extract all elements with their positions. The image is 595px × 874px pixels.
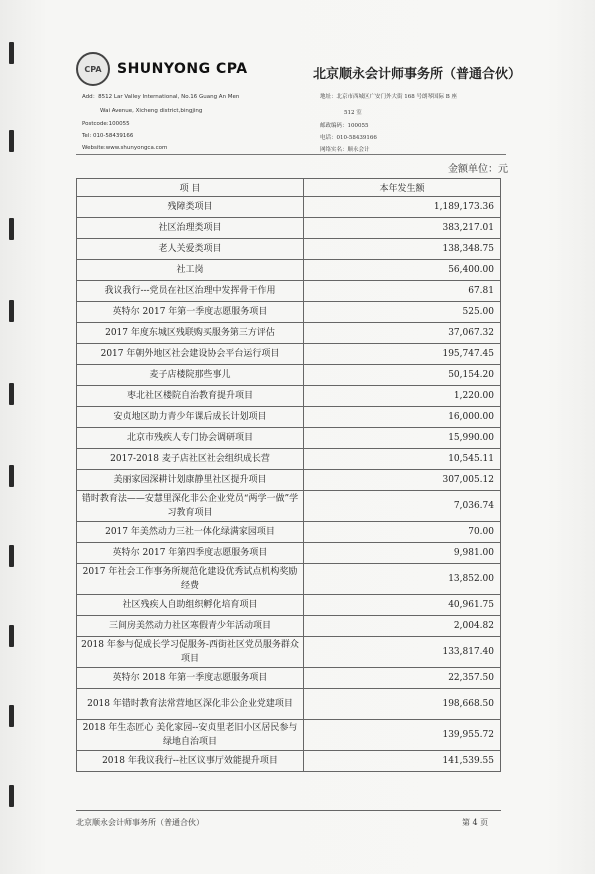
amount-cell: 138,348.75 xyxy=(304,239,501,260)
item-name-cell: 社工岗 xyxy=(77,260,304,281)
column-header-amount: 本年发生额 xyxy=(304,179,501,197)
binder-hole xyxy=(9,785,14,807)
amount-cell: 7,036.74 xyxy=(304,491,501,522)
table-row xyxy=(77,197,501,218)
table-row xyxy=(77,595,501,616)
item-name-cell: 2017 年社会工作事务所规范化建设优秀试点机构奖励经费 xyxy=(77,564,304,595)
amount-cell: 56,400.00 xyxy=(304,260,501,281)
amount-cell: 307,005.12 xyxy=(304,470,501,491)
binder-hole xyxy=(9,130,14,152)
item-name-cell: 麦子店楼院那些事儿 xyxy=(77,365,304,386)
table-row xyxy=(77,564,501,595)
table-row xyxy=(77,637,501,668)
binder-hole xyxy=(9,625,14,647)
binder-hole xyxy=(9,705,14,727)
amount-cell: 383,217.01 xyxy=(304,218,501,239)
table-row xyxy=(77,720,501,751)
amount-cell: 15,990.00 xyxy=(304,428,501,449)
amount-cell: 16,000.00 xyxy=(304,407,501,428)
expense-table xyxy=(76,178,501,772)
address-line-cn: 512 室 xyxy=(344,110,362,116)
table-row xyxy=(77,689,501,720)
page-number: 第 4 页 xyxy=(462,818,489,827)
column-header-item: 项 目 xyxy=(77,179,304,197)
item-name-cell: 社区残疾人自助组织孵化培育项目 xyxy=(77,595,304,616)
table-row xyxy=(77,218,501,239)
header-divider xyxy=(76,154,506,155)
item-name-cell: 社区治理类项目 xyxy=(77,218,304,239)
binder-hole xyxy=(9,545,14,567)
postcode-cn: 邮政编码：100055 xyxy=(320,123,369,129)
web-name-cn: 网络实名：顺永会计 xyxy=(320,147,370,153)
postcode-en: Postcode:100055 xyxy=(82,121,130,127)
table-row xyxy=(77,260,501,281)
table-header-row xyxy=(77,179,501,197)
item-name-cell: 三间房美然动力社区寒假青少年活动项目 xyxy=(77,616,304,637)
website-en: Website:www.shunyongca.com xyxy=(82,145,168,151)
amount-cell: 37,067.32 xyxy=(304,323,501,344)
binder-hole xyxy=(9,218,14,240)
item-name-cell: 2018 年错时教育法常营地区深化非公企业党建项目 xyxy=(77,689,304,720)
table-row xyxy=(77,470,501,491)
item-name-cell: 2017 年朝外地区社会建设协会平台运行项目 xyxy=(77,344,304,365)
table-row xyxy=(77,428,501,449)
item-name-cell: 英特尔 2018 年第一季度志愿服务项目 xyxy=(77,668,304,689)
item-name-cell: 2017-2018 麦子店社区社会组织成长营 xyxy=(77,449,304,470)
item-name-cell: 2017 年美然动力三社一体化绿满家园项目 xyxy=(77,522,304,543)
firm-logo: CPA xyxy=(76,52,110,86)
amount-cell: 141,539.55 xyxy=(304,751,501,772)
amount-cell: 198,668.50 xyxy=(304,689,501,720)
table-row xyxy=(77,323,501,344)
table-row xyxy=(77,668,501,689)
item-name-cell: 错时教育法——安慧里深化非公企业党员“两学一做”学习教育项目 xyxy=(77,491,304,522)
firm-name-en: SHUNYONG CPA xyxy=(117,61,248,77)
table-row xyxy=(77,522,501,543)
address-line-en: Wai Avenue, Xicheng district,bingjing xyxy=(100,108,203,114)
table-row xyxy=(77,407,501,428)
table-row xyxy=(77,365,501,386)
amount-cell: 133,817.40 xyxy=(304,637,501,668)
table-row xyxy=(77,239,501,260)
binder-hole xyxy=(9,383,14,405)
amount-cell: 10,545.11 xyxy=(304,449,501,470)
amount-cell: 22,357.50 xyxy=(304,668,501,689)
table-row xyxy=(77,302,501,323)
table-row xyxy=(77,449,501,470)
amount-cell: 50,154.20 xyxy=(304,365,501,386)
table-row xyxy=(77,344,501,365)
amount-cell: 195,747.45 xyxy=(304,344,501,365)
table-row xyxy=(77,491,501,522)
item-name-cell: 英特尔 2017 年第四季度志愿服务项目 xyxy=(77,543,304,564)
binder-hole xyxy=(9,465,14,487)
firm-name-cn: 北京顺永会计师事务所（普通合伙） xyxy=(313,67,522,82)
amount-cell: 70.00 xyxy=(304,522,501,543)
table-row xyxy=(77,751,501,772)
address-line-cn: 地址：北京市西城区广安门外大街 168 号朗琴国际 B 座 xyxy=(320,94,458,100)
item-name-cell: 残障类项目 xyxy=(77,197,304,218)
binder-hole xyxy=(9,300,14,322)
item-name-cell: 英特尔 2017 年第一季度志愿服务项目 xyxy=(77,302,304,323)
footer-divider xyxy=(76,810,501,811)
amount-cell: 1,220.00 xyxy=(304,386,501,407)
amount-cell: 13,852.00 xyxy=(304,564,501,595)
tel-cn: 电话：010-58439166 xyxy=(320,135,377,141)
amount-cell: 1,189,173.36 xyxy=(304,197,501,218)
table-row xyxy=(77,386,501,407)
item-name-cell: 北京市残疾人专门协会调研项目 xyxy=(77,428,304,449)
amount-cell: 67.81 xyxy=(304,281,501,302)
table-row xyxy=(77,616,501,637)
item-name-cell: 老人关爱类项目 xyxy=(77,239,304,260)
tel-en: Tel: 010-58439166 xyxy=(82,133,134,139)
item-name-cell: 我议我行---党员在社区治理中发挥骨干作用 xyxy=(77,281,304,302)
footer-firm-name: 北京顺永会计师事务所（普通合伙） xyxy=(76,818,204,827)
item-name-cell: 2018 年参与促成长学习促服务-西街社区党员服务群众项目 xyxy=(77,637,304,668)
table-row xyxy=(77,543,501,564)
table-row xyxy=(77,281,501,302)
amount-cell: 9,981.00 xyxy=(304,543,501,564)
amount-cell: 525.00 xyxy=(304,302,501,323)
item-name-cell: 枣北社区楼院自治教育提升项目 xyxy=(77,386,304,407)
amount-cell: 139,955.72 xyxy=(304,720,501,751)
item-name-cell: 2017 年度东城区残联购买服务第三方评估 xyxy=(77,323,304,344)
binder-hole xyxy=(9,42,14,64)
item-name-cell: 2018 年我议我行--社区议事厅效能提升项目 xyxy=(77,751,304,772)
amount-cell: 2,004.82 xyxy=(304,616,501,637)
item-name-cell: 美丽家园深耕计划康静里社区提升项目 xyxy=(77,470,304,491)
item-name-cell: 安贞地区助力青少年课后成长计划项目 xyxy=(77,407,304,428)
item-name-cell: 2018 年生态匠心 美化家园--安贞里老旧小区居民参与绿地自治项目 xyxy=(77,720,304,751)
amount-cell: 40,961.75 xyxy=(304,595,501,616)
unit-label: 金额单位：元 xyxy=(448,164,508,175)
address-line-en: Add：8512 Lar Valley International, No.16 Guang An Men xyxy=(82,94,240,100)
